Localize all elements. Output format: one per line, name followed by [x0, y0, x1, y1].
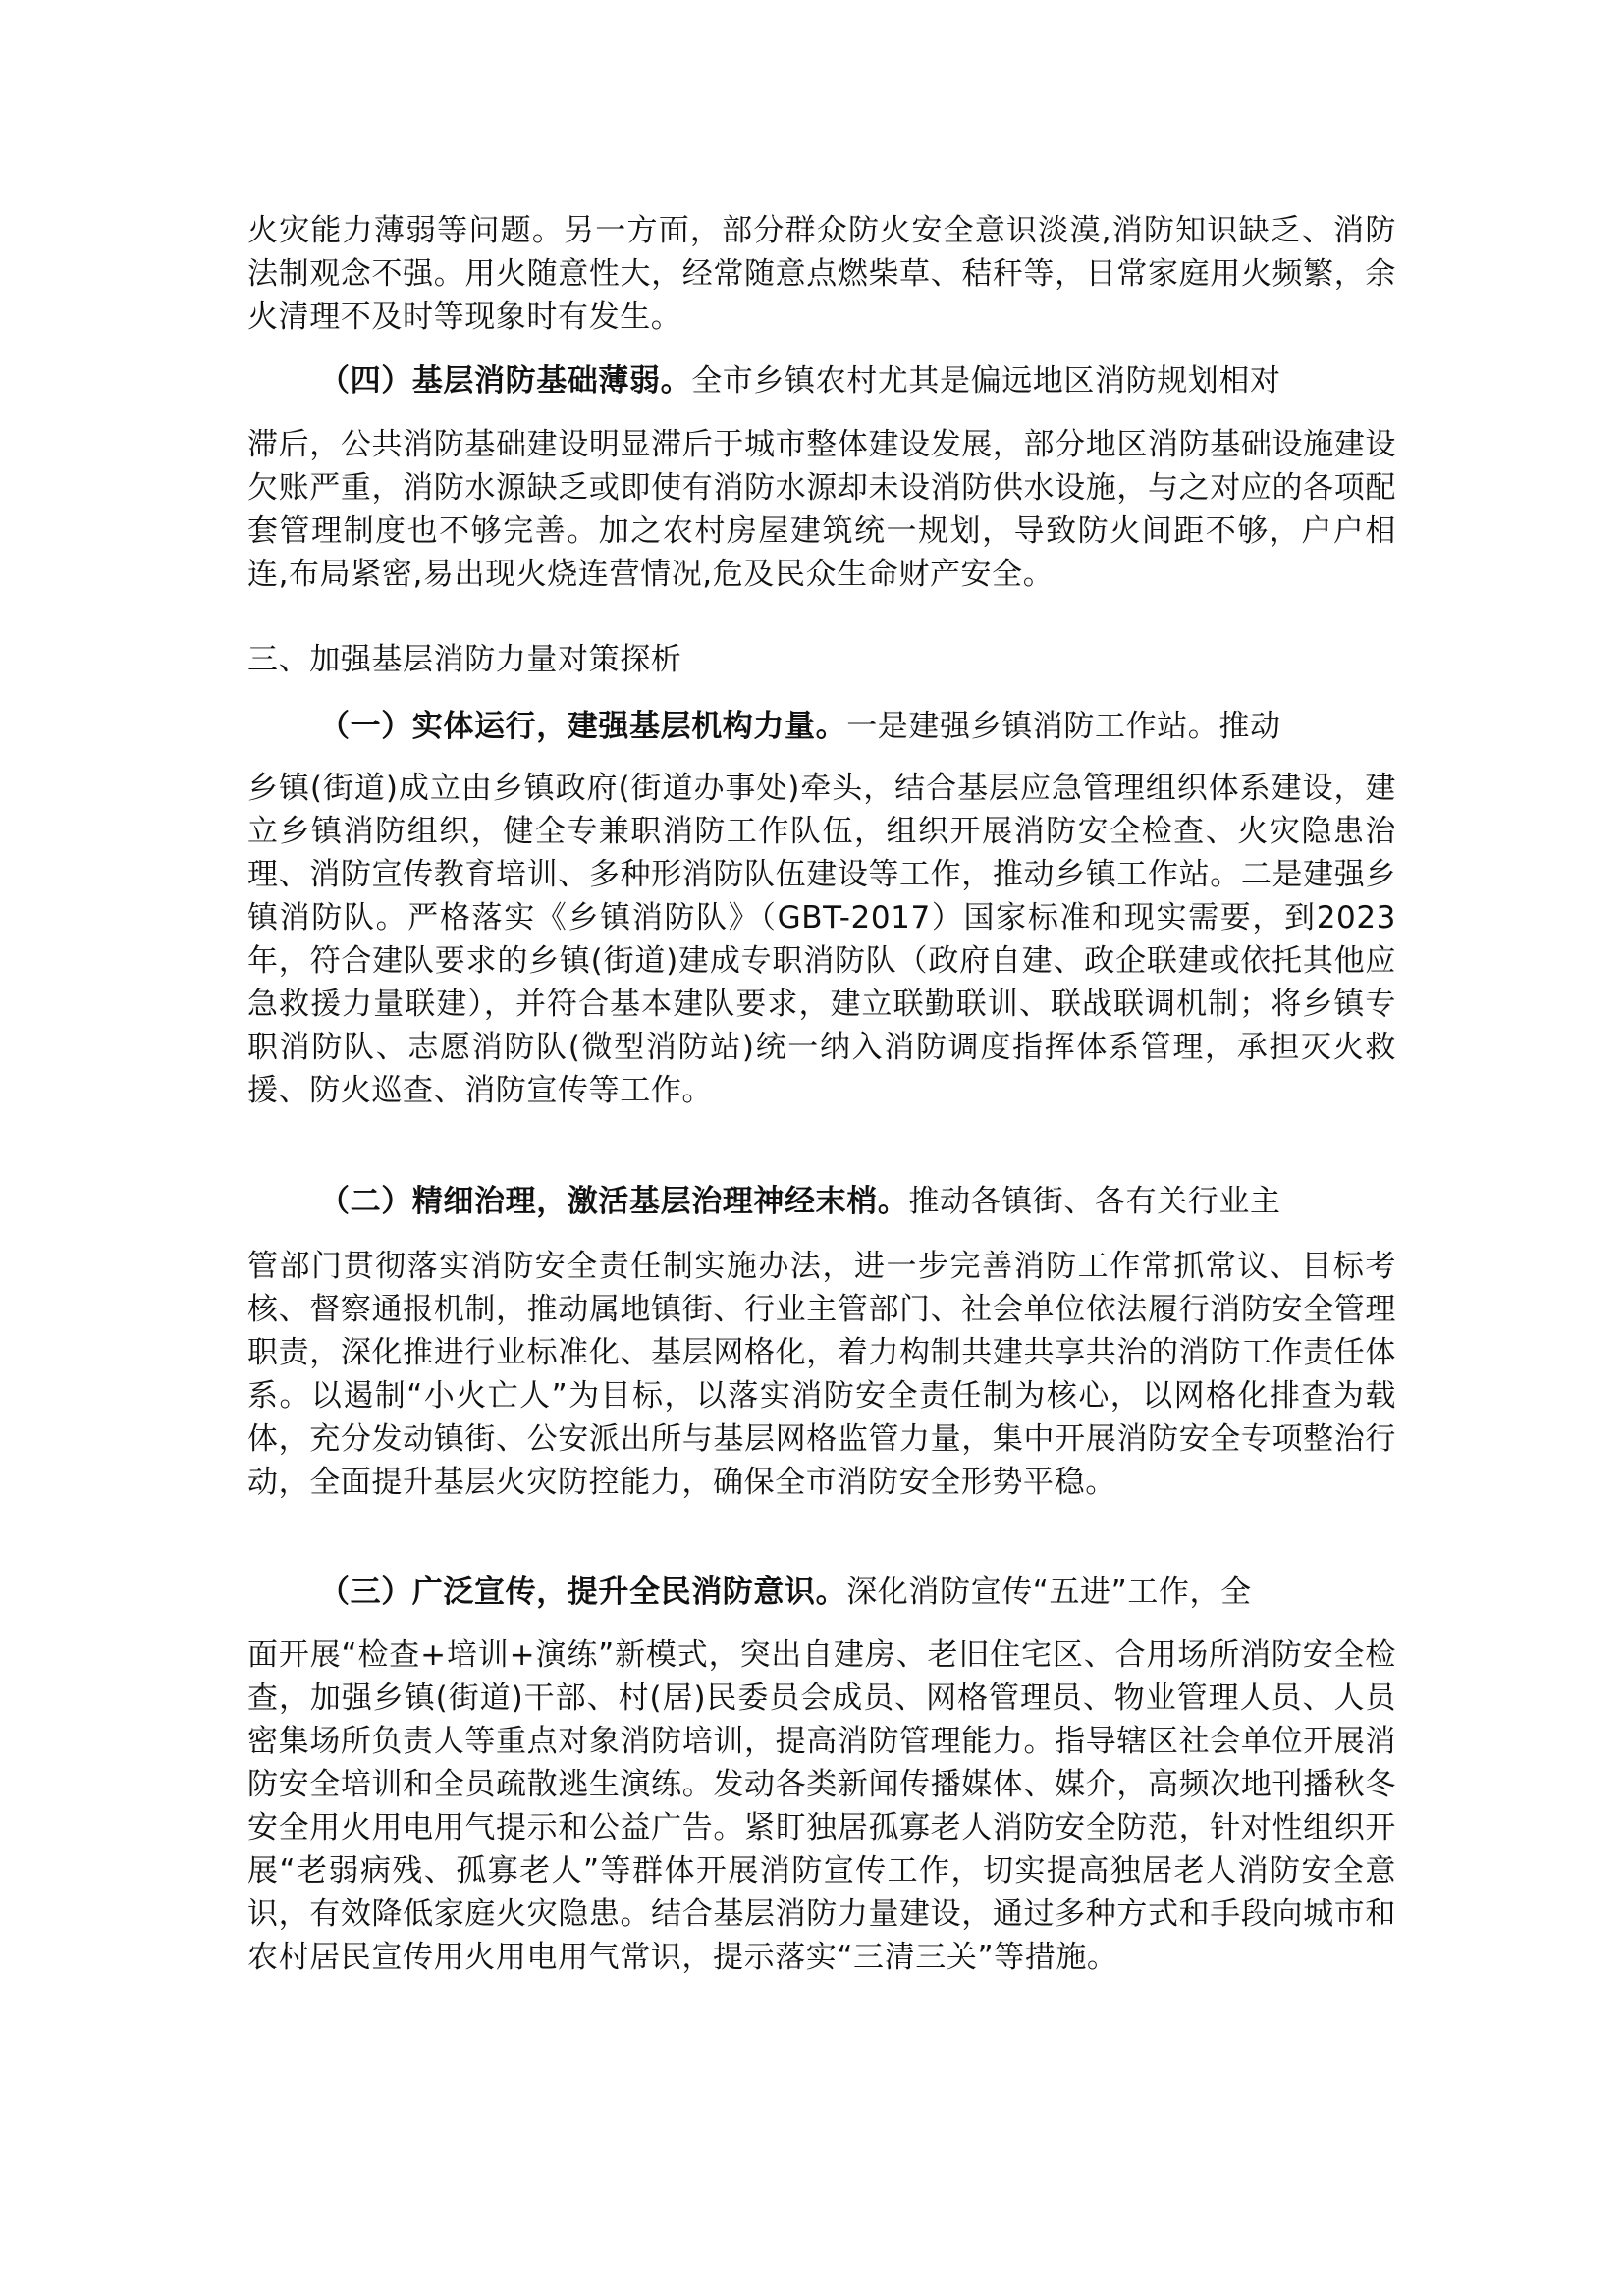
item1-lead: 一是建强乡镇消防工作站。推动: [846, 709, 1281, 744]
paragraph-intro: 火灾能力薄弱等问题。另一方面，部分群众防火安全意识淡漠,消防知识缺乏、消防法制观念不强。用火随意性大，经常随意点燃柴草、秸秆等，日常家庭用火频繁，余火清理不及时等现象时有发生。: [247, 213, 1396, 335]
section4-lead: 全市乡镇农村尤其是偏远地区消防规划相对: [691, 363, 1281, 399]
item3-first-line: [319, 1571, 1399, 1614]
item1-heading: （一）实体运行，建强基层机构力量。: [319, 709, 847, 744]
section4-body: 滞后，公共消防基础建设明显滞后于城市整体建设发展，部分地区消防基础设施建设欠账严重，消防水源缺乏或即使有消防水源却未设消防供水设施，与之对应的各项配套管理制度也不够完善。加之农村房屋建筑统一规划，导致防火间距不够，户户相连,布局紧密,易出现火烧连营情况,危及民众生命财产安全。: [247, 427, 1396, 592]
item3-body: 面开展“检查+培训+演练”新模式，突出自建房、老旧住宅区、合用场所消防安全检查，加强乡镇(街道)干部、村(居)民委员会成员、网格管理员、物业管理人员、人员密集场所负责人等重点对象消防培训，提高消防管理能力。指导辖区社会单位开展消防安全培训和全员疏散逃生演练。发动各类新闻传播媒体、媒介，高频次地刊播秋冬安全用火用电用气提示和公益广告。紧盯独居孤寡老人消防安全防范，针对性组织开展“老弱病残、孤寡老人”等群体开展消防宣传工作，切实提高独居老人消防安全意识，有效降低家庭火灾隐患。结合基层消防力量建设，通过多种方式和手段向城市和农村居民宣传用火用电用气常识，提示落实“三清三关”等措施。: [247, 1637, 1396, 1975]
item1-body: 乡镇(街道)成立由乡镇政府(街道办事处)牵头，结合基层应急管理组织体系建设，建立乡镇消防组织，健全专兼职消防工作队伍，组织开展消防安全检查、火灾隐患治理、消防宣传教育培训、多种形消防队伍建设等工作，推动乡镇工作站。二是建强乡镇消防队。严格落实《乡镇消防队》（GBT-2017）国家标准和现实需要，到2023年，符合建队要求的乡镇(街道)建成专职消防队（政府自建、政企联建或依托其他应急救援力量联建），并符合基本建队要求，建立联勤联训、联战联调机制；将乡镇专职消防队、志愿消防队(微型消防站)统一纳入消防调度指挥体系管理，承担灭火救援、防火巡查、消防宣传等工作。: [247, 771, 1396, 1108]
section4-heading: （四）基层消防基础薄弱。: [319, 363, 692, 399]
section4-first-line: [319, 359, 1399, 402]
item2-heading: （二）精细治理，激活基层治理神经末梢。: [319, 1184, 909, 1219]
item1-first-line: [319, 705, 1399, 748]
item2-body: 管部门贯彻落实消防安全责任制实施办法，进一步完善消防工作常抓常议、目标考核、督察通报机制，推动属地镇街、行业主管部门、社会单位依法履行消防安全管理职责，深化推进行业标准化、基层网格化，着力构制共建共享共治的消防工作责任体系。以遏制“小火亡人”为目标，以落实消防安全责任制为核心，以网格化排查为载体，充分发动镇街、公安派出所与基层网格监管力量，集中开展消防安全专项整治行动，全面提升基层火灾防控能力，确保全市消防安全形势平稳。: [247, 1249, 1396, 1500]
item2-first-line: [319, 1180, 1399, 1223]
item2-lead: 推动各镇街、各有关行业主: [908, 1184, 1281, 1219]
item3-lead: 深化消防宣传“五进”工作，全: [846, 1575, 1252, 1610]
item3-heading: （三）广泛宣传，提升全民消防意识。: [319, 1575, 847, 1610]
section3-heading: 三、加强基层消防力量对策探析: [247, 642, 682, 677]
